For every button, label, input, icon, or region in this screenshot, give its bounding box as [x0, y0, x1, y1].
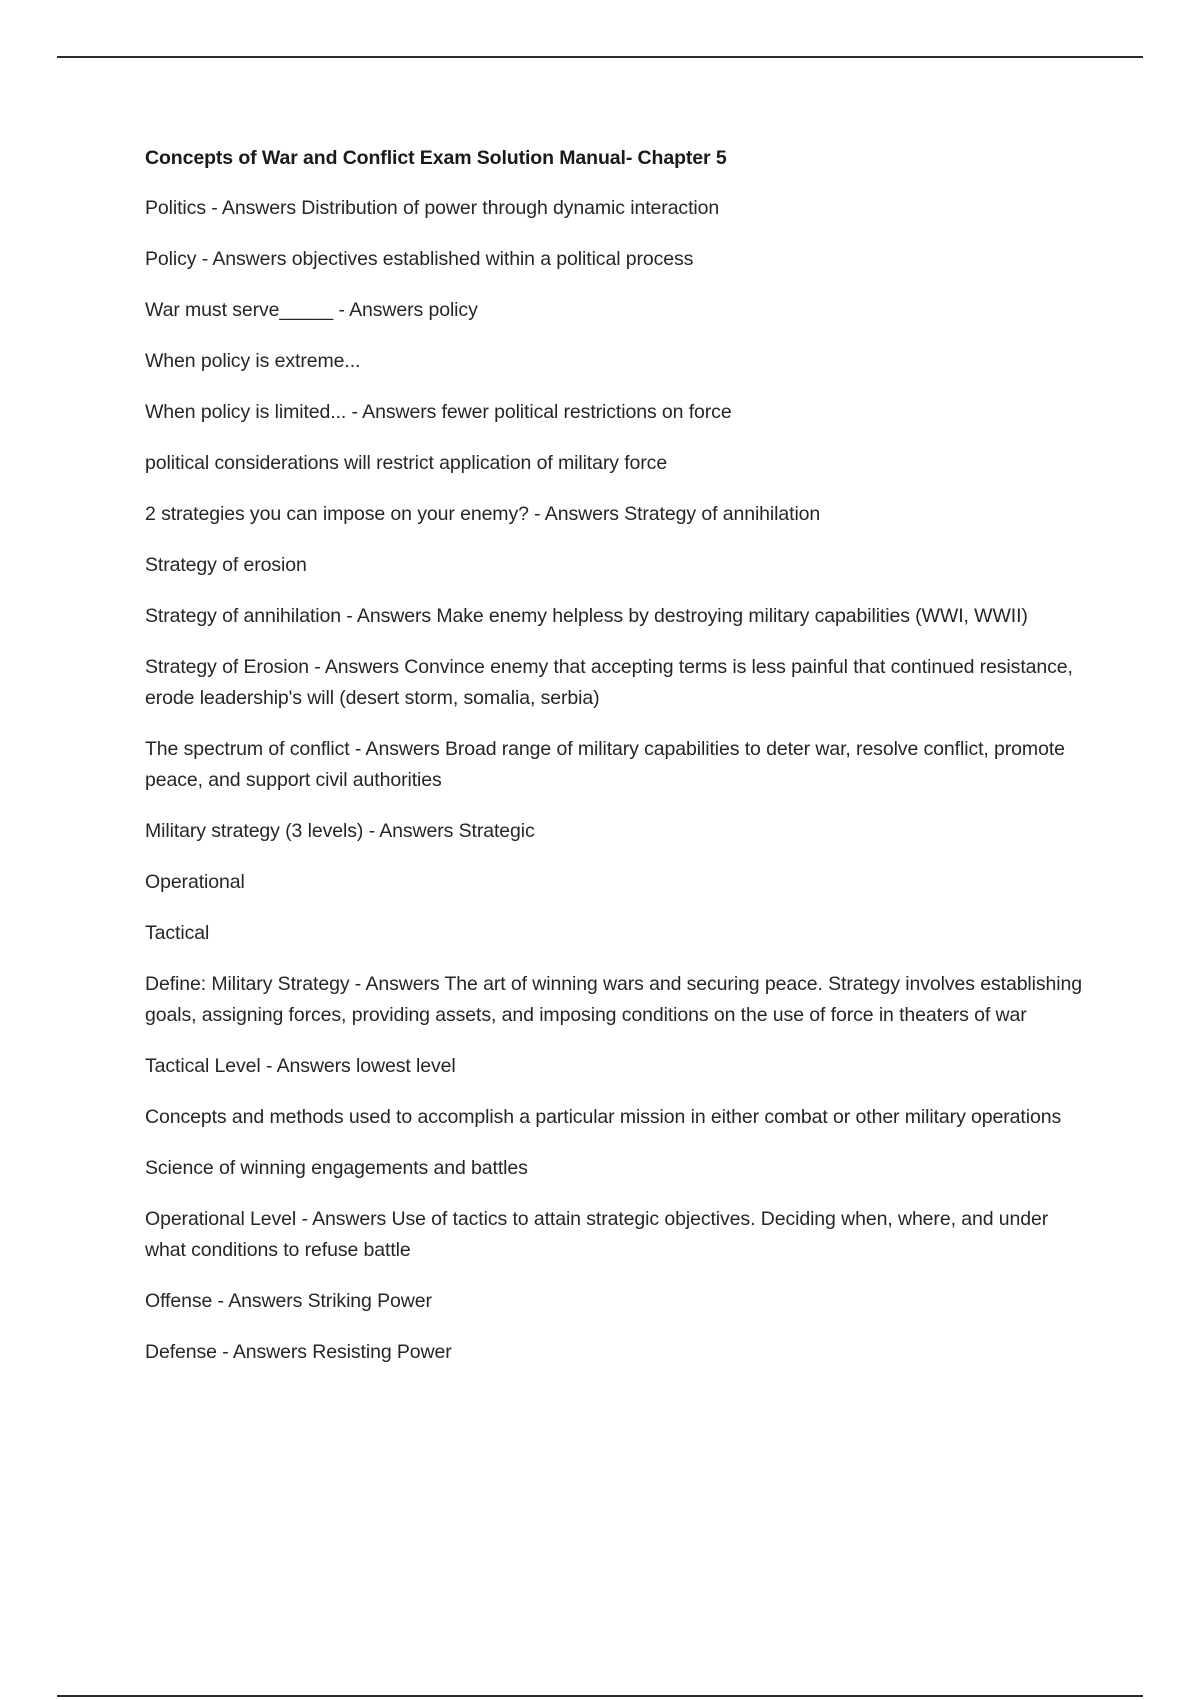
- qa-entry-annihilation-definition: Strategy of annihilation - Answers Make enemy helpless by destroying military capabilities (WWI, WWII): [145, 605, 1028, 627]
- qa-entry-offense: Offense - Answers Striking Power: [145, 1290, 432, 1312]
- qa-entry-policy-extreme: When policy is extreme...: [145, 350, 361, 372]
- qa-entry-tactical: Tactical: [145, 922, 210, 944]
- qa-entry-strategy-of-erosion: Strategy of erosion: [145, 554, 307, 576]
- document-title: Concepts of War and Conflict Exam Solution Manual- Chapter 5: [145, 147, 727, 169]
- qa-entry-military-strategy-levels: Military strategy (3 levels) - Answers Strategic: [145, 820, 535, 842]
- qa-entry-operational-level: Operational Level - Answers Use of tactics to attain strategic objectives. Deciding when, where, and under what conditions to refuse battle: [145, 1208, 1049, 1261]
- qa-entry-tactical-level: Tactical Level - Answers lowest level: [145, 1055, 456, 1077]
- footer-rule: [57, 1695, 1143, 1697]
- qa-entry-defense: Defense - Answers Resisting Power: [145, 1341, 452, 1363]
- qa-entry-policy-limited: When policy is limited... - Answers fewer political restrictions on force: [145, 401, 732, 423]
- qa-entry-war-must-serve: War must serve_____ - Answers policy: [145, 299, 478, 321]
- qa-entry-concepts-and-methods: Concepts and methods used to accomplish a particular mission in either combat or other military operations: [145, 1106, 1062, 1128]
- qa-entry-spectrum-of-conflict: The spectrum of conflict - Answers Broad range of military capabilities to deter war, resolve conflict, promote peace, and support civil authorities: [145, 738, 1065, 791]
- qa-entry-operational: Operational: [145, 871, 245, 893]
- qa-entry-erosion-definition: Strategy of Erosion - Answers Convince enemy that accepting terms is less painful that continued resistance, erode leadership's will (desert storm, somalia, serbia): [145, 656, 1073, 709]
- qa-list: [145, 193, 1085, 1368]
- qa-entry-politics: Politics - Answers Distribution of power through dynamic interaction: [145, 197, 720, 219]
- qa-entry-policy: Policy - Answers objectives established within a political process: [145, 248, 694, 270]
- qa-entry-define-military-strategy: Define: Military Strategy - Answers The art of winning wars and securing peace. Strategy involves establishing goals, assigning forces, providing assets, and imposing conditions on the use of force in theaters of war: [145, 973, 1083, 1026]
- qa-entry-political-considerations: political considerations will restrict application of military force: [145, 452, 668, 474]
- header-rule: [57, 56, 1143, 58]
- qa-entry-two-strategies: 2 strategies you can impose on your enemy? - Answers Strategy of annihilation: [145, 503, 821, 525]
- document-body: [145, 143, 1085, 1388]
- qa-entry-science-of-winning: Science of winning engagements and battles: [145, 1157, 528, 1179]
